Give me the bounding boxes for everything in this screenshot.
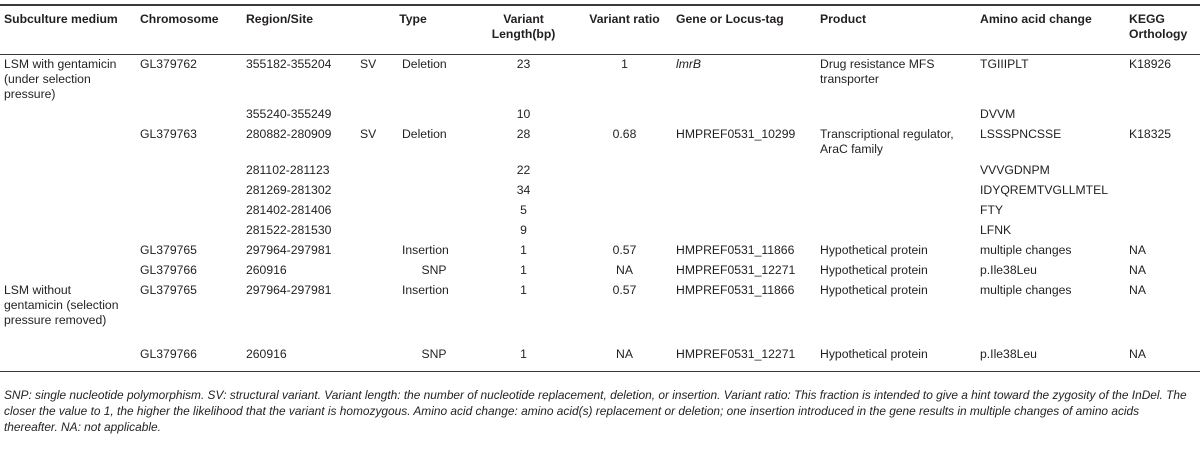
cell-length: 1 (520, 347, 527, 361)
cell-ratio (577, 161, 672, 181)
cell-aa: TGIIIPLT (980, 57, 1029, 71)
cell-aa: LFNK (980, 223, 1012, 237)
cell-length: 22 (516, 163, 531, 177)
variant-table (0, 4, 1200, 372)
cell-gene: lmrB (676, 57, 702, 71)
cell-chromosome: GL379763 (140, 127, 197, 141)
cell-product (816, 181, 976, 201)
cell-gene (672, 201, 816, 221)
header-row (0, 5, 1200, 55)
cell-aa: IDYQREMTVGLLMTEL (980, 183, 1109, 197)
cell-length: 23 (516, 57, 531, 71)
table-row (0, 55, 1200, 106)
cell-aa: LSSSPNCSSE (980, 127, 1062, 141)
table-row (0, 181, 1200, 201)
cell-aa: FTY (980, 203, 1004, 217)
cell-product: Hypothetical protein (820, 263, 928, 277)
cell-chromosome: GL379762 (140, 57, 197, 71)
cell-gene (672, 161, 816, 181)
table-row (0, 261, 1200, 281)
cell-kegg (1125, 181, 1200, 201)
cell-chromosome: GL379766 (140, 347, 197, 361)
cell-kegg (1125, 221, 1200, 241)
cell-gene (672, 181, 816, 201)
cell-chromosome: GL379765 (140, 283, 197, 297)
header-chromosome: Chromosome (140, 12, 219, 26)
cell-chromosome (136, 221, 242, 241)
cell-chromosome (136, 181, 242, 201)
cell-gene: HMPREF0531_10299 (676, 127, 796, 141)
cell-length: 1 (520, 243, 527, 257)
cell-ratio: 0.57 (612, 243, 637, 257)
cell-region: 355240-355249 (246, 107, 332, 121)
cell-type-b (398, 221, 470, 241)
cell-region: 355182-355204 (246, 57, 332, 71)
table-row (0, 161, 1200, 181)
cell-product (816, 221, 976, 241)
cell-length: 28 (516, 127, 531, 141)
cell-kegg (1125, 201, 1200, 221)
cell-aa: multiple changes (980, 283, 1072, 297)
cell-medium: LSM without gentamicin (selection pressure removed) (4, 283, 119, 327)
header-region-site: Region/Site (246, 12, 314, 26)
header-kegg: KEGG Orthology (1129, 12, 1188, 41)
cell-kegg: K18325 (1129, 127, 1172, 141)
cell-kegg: NA (1129, 347, 1146, 361)
cell-ratio: NA (616, 347, 633, 361)
cell-length: 5 (520, 203, 527, 217)
cell-length: 1 (520, 283, 527, 297)
cell-gene (672, 221, 816, 241)
cell-length: 1 (520, 263, 527, 277)
cell-type-a (356, 261, 398, 281)
cell-type-a (356, 241, 398, 261)
cell-type-a (356, 181, 398, 201)
cell-type-a (356, 281, 398, 335)
cell-gene: HMPREF0531_11866 (676, 283, 795, 297)
table-row (0, 221, 1200, 241)
cell-type-a (356, 201, 398, 221)
cell-product (816, 201, 976, 221)
cell-type-b: SNP (421, 263, 447, 277)
cell-aa: p.Ile38Leu (980, 263, 1037, 277)
table-row (0, 335, 1200, 372)
cell-aa: multiple changes (980, 243, 1072, 257)
header-variant-ratio: Variant ratio (589, 12, 660, 26)
cell-product: Hypothetical protein (820, 347, 928, 361)
cell-gene: HMPREF0531_12271 (676, 263, 796, 277)
cell-product: Transcriptional regulator, AraC family (820, 127, 954, 156)
cell-length: 9 (520, 223, 527, 237)
header-amino-acid-change: Amino acid change (980, 12, 1092, 26)
cell-kegg: NA (1129, 243, 1146, 257)
cell-region: 281402-281406 (246, 203, 332, 217)
cell-region: 281269-281302 (246, 183, 332, 197)
header-variant-length: Variant Length(bp) (491, 12, 556, 41)
cell-region: 281522-281530 (246, 223, 332, 237)
cell-aa: p.Ile38Leu (980, 347, 1037, 361)
header-product: Product (820, 12, 867, 26)
table-row (0, 105, 1200, 125)
cell-region: 260916 (246, 263, 287, 277)
cell-chromosome: GL379766 (140, 263, 197, 277)
cell-ratio (577, 105, 672, 125)
cell-kegg (1125, 161, 1200, 181)
cell-ratio (577, 221, 672, 241)
cell-product: Hypothetical protein (820, 243, 928, 257)
cell-ratio: NA (616, 263, 633, 277)
table-row (0, 241, 1200, 261)
cell-type-b: Deletion (402, 57, 447, 71)
cell-ratio (577, 201, 672, 221)
table-row (0, 201, 1200, 221)
cell-chromosome (136, 161, 242, 181)
cell-gene (672, 105, 816, 125)
cell-length: 34 (516, 183, 531, 197)
cell-type-b: Insertion (402, 283, 449, 297)
cell-aa: DVVM (980, 107, 1016, 121)
cell-medium: LSM with gentamicin (under selection pressure) (4, 57, 117, 101)
cell-kegg: K18926 (1129, 57, 1172, 71)
cell-type-b: Insertion (402, 243, 449, 257)
cell-kegg (1125, 105, 1200, 125)
cell-type-b: SNP (421, 347, 447, 361)
header-subculture-medium: Subculture medium (4, 12, 118, 26)
cell-product (816, 105, 976, 125)
cell-type-a: SV (360, 57, 377, 71)
cell-type-b (398, 181, 470, 201)
cell-ratio: 0.57 (612, 283, 637, 297)
header-type: Type (399, 12, 427, 26)
cell-region: 260916 (246, 347, 287, 361)
cell-type-b (398, 105, 470, 125)
table-row (0, 281, 1200, 335)
cell-type-a (356, 221, 398, 241)
table-footnote: SNP: single nucleotide polymorphism. SV: structural variant. Variant length: the number of nucleotide replacement, deletion, or insertion. Variant ratio: This fraction is intended to give a hint toward the zygosity of the InDel. The closer the value to 1, the higher the likelihood that the variant is homozygous. Amino acid change: amino acid(s) replacement or deletion; one insertion introduced in the gene results in multiple changes of amino acids thereafter. NA: not applicable. (4, 388, 1187, 434)
cell-gene: HMPREF0531_12271 (676, 347, 796, 361)
cell-chromosome: GL379765 (140, 243, 197, 257)
cell-aa: VVVGDNPM (980, 163, 1050, 177)
table-row (0, 125, 1200, 161)
cell-ratio (577, 181, 672, 201)
cell-type-a (356, 335, 398, 372)
cell-gene: HMPREF0531_11866 (676, 243, 795, 257)
cell-type-a (356, 161, 398, 181)
cell-region: 297964-297981 (246, 283, 332, 297)
cell-product: Hypothetical protein (820, 283, 928, 297)
cell-chromosome (136, 105, 242, 125)
cell-type-b (398, 161, 470, 181)
cell-region: 280882-280909 (246, 127, 332, 141)
cell-kegg: NA (1129, 283, 1146, 297)
cell-kegg: NA (1129, 263, 1146, 277)
cell-region: 281102-281123 (246, 163, 330, 177)
cell-length: 10 (516, 107, 531, 121)
cell-product (816, 161, 976, 181)
cell-type-b (398, 201, 470, 221)
cell-chromosome (136, 201, 242, 221)
cell-type-a: SV (360, 127, 377, 141)
header-gene-locus: Gene or Locus-tag (676, 12, 784, 26)
cell-ratio: 1 (621, 57, 628, 71)
cell-product: Drug resistance MFS transporter (820, 57, 935, 86)
cell-type-a (356, 105, 398, 125)
cell-type-b: Deletion (402, 127, 447, 141)
cell-region: 297964-297981 (246, 243, 332, 257)
cell-ratio: 0.68 (612, 127, 637, 141)
